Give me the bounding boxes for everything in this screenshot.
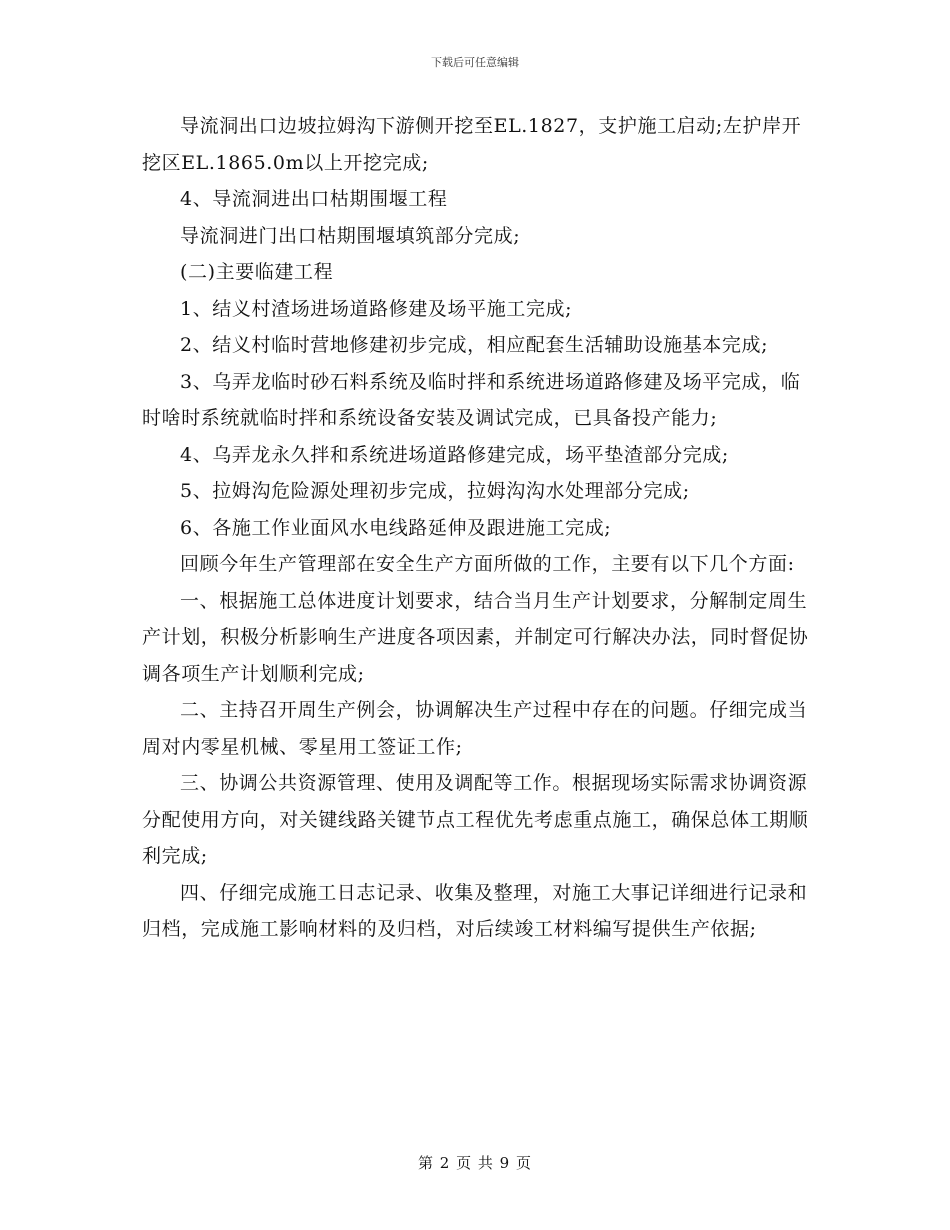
paragraph: 回顾今年生产管理部在安全生产方面所做的工作，主要有以下几个方面: <box>180 553 795 575</box>
document-body <box>142 108 810 948</box>
paragraph: 6、各施工作业面风水电线路延伸及跟进施工完成; <box>180 516 612 539</box>
paragraph: 三、协调公共资源管理、使用及调配等工作。根据现场实际需求协调资源分配使用方向，对关键线路关键节点工程优先考虑重点施工，确保总体工期顺利完成; <box>142 772 809 867</box>
paragraph: 4、导流洞进出口枯期围堰工程 <box>180 188 448 210</box>
paragraph: 5、拉姆沟危险源处理初步完成，拉姆沟沟水处理部分完成; <box>180 480 690 502</box>
paragraph: 二、主持召开周生产例会，协调解决生产过程中存在的问题。仔细完成当周对内零星机械、零星用工签证工作; <box>142 699 808 758</box>
paragraph: 4、乌弄龙永久拌和系统进场道路修建完成，场平垫渣部分完成; <box>180 443 729 466</box>
paragraph: 2、结义村临时营地修建初步完成，相应配套生活辅助设施基本完成; <box>180 334 769 356</box>
paragraph: 一、根据施工总体进度计划要求，结合当月生产计划要求，分解制定周生产计划，积极分析影响生产进度各项因素，并制定可行解决办法，同时督促协调各项生产计划顺利完成; <box>142 589 809 685</box>
section-heading: (二)主要临建工程 <box>180 261 334 283</box>
paragraph: 导流洞出口边坡拉姆沟下游侧开挖至EL.1827，支护施工启动;左护岸开挖区EL.1865.0m以上开挖完成; <box>142 115 802 174</box>
page-header: 下载后可任意编辑 <box>431 56 519 69</box>
paragraph: 3、乌弄龙临时砂石料系统及临时拌和系统进场道路修建及场平完成，临时啥时系统就临时拌和系统设备安装及调试完成，已具备投产能力; <box>142 370 801 429</box>
paragraph: 四、仔细完成施工日志记录、收集及整理，对施工大事记详细进行记录和归档，完成施工影响材料的及归档，对后续竣工材料编写提供生产依据; <box>142 881 808 940</box>
paragraph: 导流洞进门出口枯期围堰填筑部分完成; <box>180 224 521 247</box>
paragraph: 1、结义村渣场进场道路修建及场平施工完成; <box>180 297 573 320</box>
page-number: 第 2 页 共 9 页 <box>418 1154 532 1172</box>
